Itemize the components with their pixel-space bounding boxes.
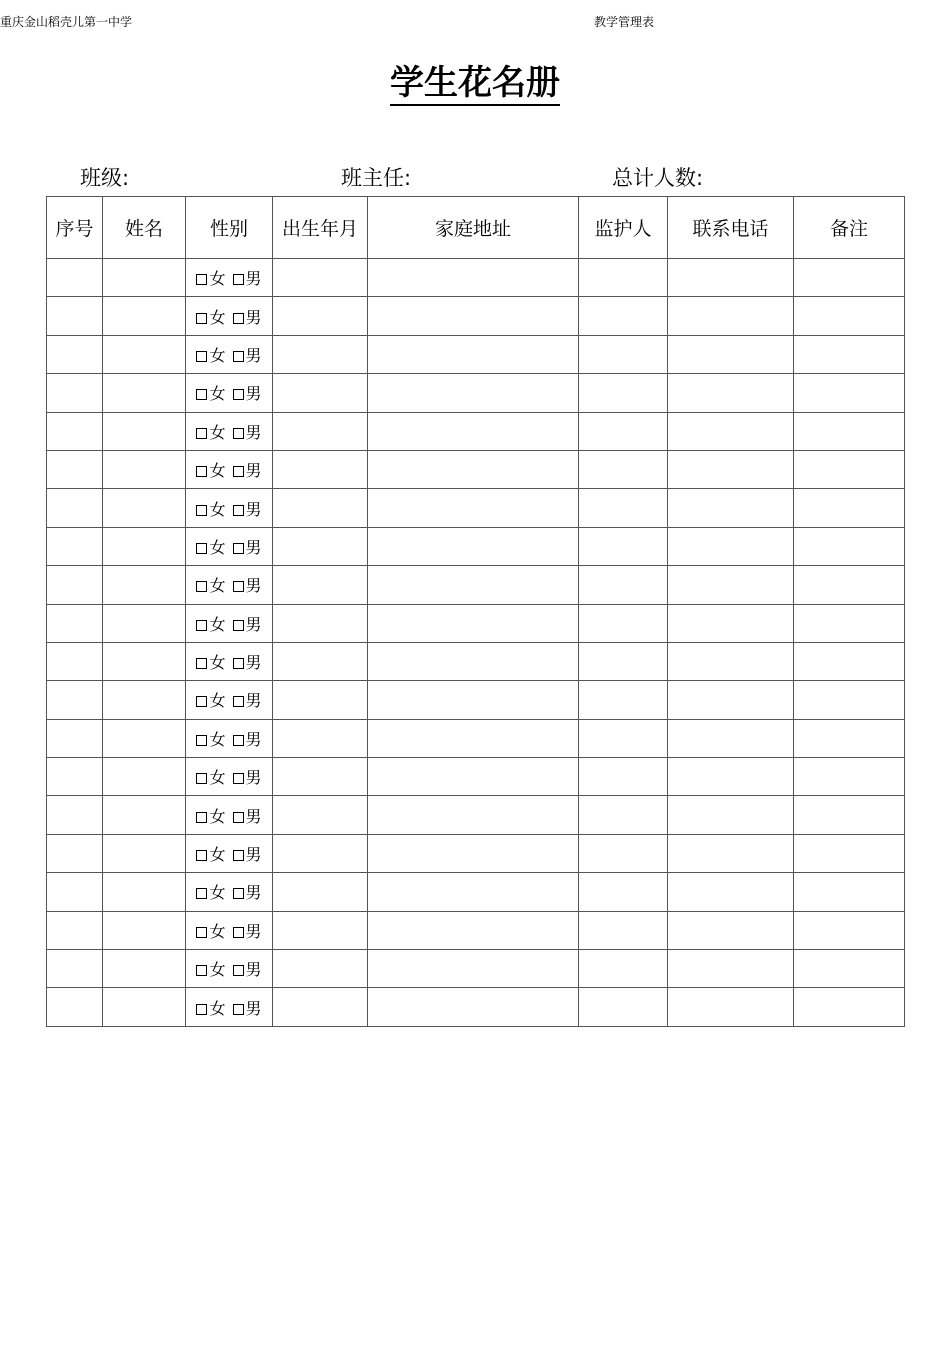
cell-phone[interactable] xyxy=(668,335,794,373)
gender-option-label: 男 xyxy=(245,269,262,289)
cell-index[interactable] xyxy=(47,681,103,719)
cell-name[interactable] xyxy=(103,642,186,680)
cell-index[interactable] xyxy=(47,259,103,297)
gender-option-label: 女 xyxy=(209,960,226,980)
gender-checkbox[interactable] xyxy=(233,581,244,592)
cell-gender xyxy=(186,719,273,757)
gender-checkbox[interactable] xyxy=(233,773,244,784)
gender-option-label: 女 xyxy=(209,576,226,596)
cell-index[interactable] xyxy=(47,374,103,412)
cell-name[interactable] xyxy=(103,374,186,412)
gender-option-label: 男 xyxy=(245,461,262,481)
total-count-label: 总计人数: xyxy=(612,166,704,190)
gender-option-label: 男 xyxy=(245,653,262,673)
gender-option-label: 男 xyxy=(245,384,262,404)
cell-gender xyxy=(186,297,273,335)
table-row xyxy=(47,642,905,680)
gender-option-label: 男 xyxy=(245,768,262,788)
cell-gender xyxy=(186,489,273,527)
gender-checkbox[interactable] xyxy=(196,274,207,285)
gender-checkbox[interactable] xyxy=(233,620,244,631)
cell-index[interactable] xyxy=(47,335,103,373)
cell-index[interactable] xyxy=(47,911,103,949)
cell-name[interactable] xyxy=(103,834,186,872)
cell-birth[interactable] xyxy=(273,681,368,719)
cell-phone[interactable] xyxy=(668,297,794,335)
cell-gender xyxy=(186,834,273,872)
cell-index[interactable] xyxy=(47,566,103,604)
gender-option-label: 女 xyxy=(209,806,226,826)
cell-phone[interactable] xyxy=(668,911,794,949)
cell-guardian[interactable] xyxy=(579,604,668,642)
cell-index[interactable] xyxy=(47,834,103,872)
cell-index[interactable] xyxy=(47,758,103,796)
gender-option-label: 女 xyxy=(209,691,226,711)
cell-guardian[interactable] xyxy=(579,259,668,297)
table-row xyxy=(47,489,905,527)
gender-checkbox[interactable] xyxy=(233,927,244,938)
cell-phone[interactable] xyxy=(668,834,794,872)
gender-checkbox[interactable] xyxy=(233,735,244,746)
gender-checkbox[interactable] xyxy=(196,927,207,938)
cell-address[interactable] xyxy=(368,566,579,604)
cell-phone[interactable] xyxy=(668,412,794,450)
cell-phone[interactable] xyxy=(668,604,794,642)
cell-birth[interactable] xyxy=(273,873,368,911)
cell-birth[interactable] xyxy=(273,911,368,949)
gender-checkbox[interactable] xyxy=(233,1004,244,1015)
gender-option-label: 女 xyxy=(209,845,226,865)
cell-address[interactable] xyxy=(368,950,579,988)
table-row xyxy=(47,834,905,872)
cell-name[interactable] xyxy=(103,335,186,373)
cell-guardian[interactable] xyxy=(579,911,668,949)
gender-option-label: 女 xyxy=(209,921,226,941)
table-row xyxy=(47,873,905,911)
gender-checkbox[interactable] xyxy=(196,735,207,746)
cell-gender xyxy=(186,604,273,642)
cell-notes[interactable] xyxy=(794,450,905,488)
gender-option-label: 男 xyxy=(245,845,262,865)
gender-checkbox[interactable] xyxy=(196,620,207,631)
gender-option-label: 男 xyxy=(245,537,262,557)
cell-name[interactable] xyxy=(103,796,186,834)
col-header-birth: 出生年月 xyxy=(273,197,368,259)
gender-checkbox[interactable] xyxy=(233,389,244,400)
gender-checkbox[interactable] xyxy=(196,389,207,400)
cell-address[interactable] xyxy=(368,834,579,872)
cell-birth[interactable] xyxy=(273,374,368,412)
cell-index[interactable] xyxy=(47,873,103,911)
gender-option-label: 男 xyxy=(245,691,262,711)
cell-notes[interactable] xyxy=(794,642,905,680)
cell-guardian[interactable] xyxy=(579,412,668,450)
gender-checkbox[interactable] xyxy=(233,466,244,477)
school-name: 重庆金山稻壳儿第一中学 xyxy=(0,15,133,29)
cell-birth[interactable] xyxy=(273,412,368,450)
gender-option-label: 男 xyxy=(245,307,262,327)
table-row xyxy=(47,681,905,719)
gender-option-label: 男 xyxy=(245,806,262,826)
gender-option-label: 女 xyxy=(209,768,226,788)
cell-birth[interactable] xyxy=(273,642,368,680)
cell-address[interactable] xyxy=(368,450,579,488)
cell-guardian[interactable] xyxy=(579,719,668,757)
gender-checkbox[interactable] xyxy=(233,313,244,324)
cell-name[interactable] xyxy=(103,259,186,297)
cell-notes[interactable] xyxy=(794,259,905,297)
table-row xyxy=(47,527,905,565)
cell-notes[interactable] xyxy=(794,489,905,527)
cell-birth[interactable] xyxy=(273,950,368,988)
gender-checkbox[interactable] xyxy=(196,581,207,592)
cell-index[interactable] xyxy=(47,412,103,450)
gender-option-label: 男 xyxy=(245,614,262,634)
gender-option-label: 男 xyxy=(245,345,262,365)
cell-name[interactable] xyxy=(103,988,186,1026)
cell-address[interactable] xyxy=(368,681,579,719)
gender-checkbox[interactable] xyxy=(233,812,244,823)
cell-name[interactable] xyxy=(103,489,186,527)
gender-checkbox[interactable] xyxy=(233,428,244,439)
cell-index[interactable] xyxy=(47,719,103,757)
cell-notes[interactable] xyxy=(794,604,905,642)
cell-phone[interactable] xyxy=(668,719,794,757)
gender-checkbox[interactable] xyxy=(233,274,244,285)
table-row xyxy=(47,374,905,412)
cell-notes[interactable] xyxy=(794,374,905,412)
cell-phone[interactable] xyxy=(668,642,794,680)
cell-guardian[interactable] xyxy=(579,758,668,796)
cell-address[interactable] xyxy=(368,297,579,335)
cell-gender xyxy=(186,950,273,988)
gender-option-label: 男 xyxy=(245,576,262,596)
cell-index[interactable] xyxy=(47,527,103,565)
cell-birth[interactable] xyxy=(273,604,368,642)
gender-checkbox[interactable] xyxy=(233,696,244,707)
cell-notes[interactable] xyxy=(794,758,905,796)
gender-checkbox[interactable] xyxy=(233,505,244,516)
gender-checkbox[interactable] xyxy=(196,1004,207,1015)
cell-address[interactable] xyxy=(368,374,579,412)
gender-checkbox[interactable] xyxy=(233,351,244,362)
gender-checkbox[interactable] xyxy=(196,773,207,784)
cell-gender xyxy=(186,681,273,719)
cell-phone[interactable] xyxy=(668,450,794,488)
cell-guardian[interactable] xyxy=(579,642,668,680)
cell-phone[interactable] xyxy=(668,950,794,988)
cell-phone[interactable] xyxy=(668,873,794,911)
cell-phone[interactable] xyxy=(668,489,794,527)
page-title-wrapper xyxy=(0,60,950,106)
col-header-gender: 性别 xyxy=(186,197,273,259)
gender-checkbox[interactable] xyxy=(196,505,207,516)
gender-option-label: 女 xyxy=(209,307,226,327)
cell-address[interactable] xyxy=(368,335,579,373)
head-teacher-label: 班主任: xyxy=(341,166,412,190)
table-row xyxy=(47,796,905,834)
gender-checkbox[interactable] xyxy=(196,888,207,899)
cell-birth[interactable] xyxy=(273,566,368,604)
cell-birth[interactable] xyxy=(273,758,368,796)
cell-name[interactable] xyxy=(103,950,186,988)
cell-name[interactable] xyxy=(103,566,186,604)
table-row xyxy=(47,297,905,335)
cell-index[interactable] xyxy=(47,950,103,988)
gender-checkbox[interactable] xyxy=(233,658,244,669)
table-row xyxy=(47,259,905,297)
cell-name[interactable] xyxy=(103,412,186,450)
cell-name[interactable] xyxy=(103,719,186,757)
gender-option-label: 女 xyxy=(209,345,226,365)
cell-address[interactable] xyxy=(368,988,579,1026)
gender-checkbox[interactable] xyxy=(233,850,244,861)
cell-gender xyxy=(186,527,273,565)
gender-checkbox[interactable] xyxy=(196,965,207,976)
cell-notes[interactable] xyxy=(794,719,905,757)
cell-notes[interactable] xyxy=(794,950,905,988)
gender-checkbox[interactable] xyxy=(196,696,207,707)
gender-option-label: 女 xyxy=(209,384,226,404)
cell-gender xyxy=(186,566,273,604)
gender-checkbox[interactable] xyxy=(196,466,207,477)
table-body xyxy=(47,259,905,1027)
gender-checkbox[interactable] xyxy=(196,543,207,554)
col-header-address: 家庭地址 xyxy=(368,197,579,259)
cell-guardian[interactable] xyxy=(579,681,668,719)
cell-guardian[interactable] xyxy=(579,796,668,834)
col-header-phone: 联系电话 xyxy=(668,197,794,259)
cell-address[interactable] xyxy=(368,527,579,565)
cell-phone[interactable] xyxy=(668,374,794,412)
cell-name[interactable] xyxy=(103,911,186,949)
gender-checkbox[interactable] xyxy=(233,888,244,899)
cell-phone[interactable] xyxy=(668,796,794,834)
cell-birth[interactable] xyxy=(273,527,368,565)
cell-birth[interactable] xyxy=(273,988,368,1026)
gender-option-label: 女 xyxy=(209,422,226,442)
gender-option-label: 女 xyxy=(209,499,226,519)
cell-phone[interactable] xyxy=(668,988,794,1026)
gender-option-label: 男 xyxy=(245,422,262,442)
cell-name[interactable] xyxy=(103,604,186,642)
cell-address[interactable] xyxy=(368,911,579,949)
gender-option-label: 女 xyxy=(209,883,226,903)
cell-phone[interactable] xyxy=(668,259,794,297)
table-row xyxy=(47,450,905,488)
table-row xyxy=(47,950,905,988)
cell-guardian[interactable] xyxy=(579,335,668,373)
cell-index[interactable] xyxy=(47,642,103,680)
cell-notes[interactable] xyxy=(794,911,905,949)
cell-phone[interactable] xyxy=(668,758,794,796)
cell-index[interactable] xyxy=(47,489,103,527)
gender-option-label: 女 xyxy=(209,269,226,289)
gender-checkbox[interactable] xyxy=(196,850,207,861)
gender-checkbox[interactable] xyxy=(196,428,207,439)
student-roster-table xyxy=(46,196,905,1027)
cell-name[interactable] xyxy=(103,873,186,911)
cell-gender xyxy=(186,873,273,911)
gender-option-label: 女 xyxy=(209,998,226,1018)
cell-phone[interactable] xyxy=(668,527,794,565)
gender-checkbox[interactable] xyxy=(196,313,207,324)
cell-index[interactable] xyxy=(47,604,103,642)
gender-checkbox[interactable] xyxy=(233,543,244,554)
gender-option-label: 男 xyxy=(245,960,262,980)
table-row xyxy=(47,335,905,373)
cell-address[interactable] xyxy=(368,758,579,796)
cell-notes[interactable] xyxy=(794,527,905,565)
cell-guardian[interactable] xyxy=(579,297,668,335)
cell-gender xyxy=(186,642,273,680)
cell-gender xyxy=(186,450,273,488)
gender-option-label: 女 xyxy=(209,653,226,673)
cell-birth[interactable] xyxy=(273,796,368,834)
cell-notes[interactable] xyxy=(794,335,905,373)
cell-gender xyxy=(186,412,273,450)
cell-index[interactable] xyxy=(47,988,103,1026)
cell-phone[interactable] xyxy=(668,566,794,604)
cell-address[interactable] xyxy=(368,642,579,680)
table-row xyxy=(47,988,905,1026)
page-title: 学生花名册 xyxy=(390,62,560,106)
gender-option-label: 男 xyxy=(245,729,262,749)
cell-guardian[interactable] xyxy=(579,450,668,488)
cell-index[interactable] xyxy=(47,297,103,335)
cell-index[interactable] xyxy=(47,450,103,488)
cell-guardian[interactable] xyxy=(579,988,668,1026)
cell-address[interactable] xyxy=(368,412,579,450)
cell-birth[interactable] xyxy=(273,719,368,757)
document-type: 教学管理表 xyxy=(594,15,655,29)
gender-checkbox[interactable] xyxy=(233,965,244,976)
cell-birth[interactable] xyxy=(273,335,368,373)
cell-notes[interactable] xyxy=(794,566,905,604)
cell-notes[interactable] xyxy=(794,988,905,1026)
cell-guardian[interactable] xyxy=(579,374,668,412)
cell-gender xyxy=(186,796,273,834)
cell-index[interactable] xyxy=(47,796,103,834)
col-header-notes: 备注 xyxy=(794,197,905,259)
gender-option-label: 男 xyxy=(245,998,262,1018)
cell-birth[interactable] xyxy=(273,297,368,335)
cell-gender xyxy=(186,374,273,412)
cell-name[interactable] xyxy=(103,527,186,565)
gender-checkbox[interactable] xyxy=(196,812,207,823)
table-row xyxy=(47,719,905,757)
col-header-guardian: 监护人 xyxy=(579,197,668,259)
gender-option-label: 女 xyxy=(209,729,226,749)
gender-option-label: 男 xyxy=(245,921,262,941)
gender-option-label: 女 xyxy=(209,614,226,634)
cell-address[interactable] xyxy=(368,796,579,834)
cell-gender xyxy=(186,911,273,949)
cell-guardian[interactable] xyxy=(579,950,668,988)
gender-checkbox[interactable] xyxy=(196,658,207,669)
cell-birth[interactable] xyxy=(273,450,368,488)
col-header-name: 姓名 xyxy=(103,197,186,259)
cell-name[interactable] xyxy=(103,450,186,488)
cell-notes[interactable] xyxy=(794,796,905,834)
class-label: 班级: xyxy=(80,166,130,190)
cell-address[interactable] xyxy=(368,489,579,527)
cell-guardian[interactable] xyxy=(579,527,668,565)
table-row xyxy=(47,604,905,642)
cell-notes[interactable] xyxy=(794,412,905,450)
cell-gender xyxy=(186,988,273,1026)
cell-name[interactable] xyxy=(103,297,186,335)
cell-birth[interactable] xyxy=(273,489,368,527)
gender-option-label: 女 xyxy=(209,537,226,557)
cell-address[interactable] xyxy=(368,719,579,757)
cell-address[interactable] xyxy=(368,604,579,642)
cell-name[interactable] xyxy=(103,758,186,796)
cell-gender xyxy=(186,758,273,796)
cell-birth[interactable] xyxy=(273,834,368,872)
cell-address[interactable] xyxy=(368,873,579,911)
gender-option-label: 女 xyxy=(209,461,226,481)
cell-guardian[interactable] xyxy=(579,834,668,872)
gender-checkbox[interactable] xyxy=(196,351,207,362)
gender-option-label: 男 xyxy=(245,883,262,903)
table-header-row xyxy=(47,197,905,259)
cell-address[interactable] xyxy=(368,259,579,297)
cell-phone[interactable] xyxy=(668,681,794,719)
cell-notes[interactable] xyxy=(794,681,905,719)
cell-guardian[interactable] xyxy=(579,566,668,604)
cell-name[interactable] xyxy=(103,681,186,719)
cell-notes[interactable] xyxy=(794,873,905,911)
table-row xyxy=(47,412,905,450)
table-row xyxy=(47,911,905,949)
table-row xyxy=(47,566,905,604)
table-row xyxy=(47,758,905,796)
cell-notes[interactable] xyxy=(794,834,905,872)
cell-gender xyxy=(186,335,273,373)
cell-guardian[interactable] xyxy=(579,873,668,911)
cell-notes[interactable] xyxy=(794,297,905,335)
cell-birth[interactable] xyxy=(273,259,368,297)
cell-guardian[interactable] xyxy=(579,489,668,527)
gender-option-label: 男 xyxy=(245,499,262,519)
cell-gender xyxy=(186,259,273,297)
col-header-index: 序号 xyxy=(47,197,103,259)
